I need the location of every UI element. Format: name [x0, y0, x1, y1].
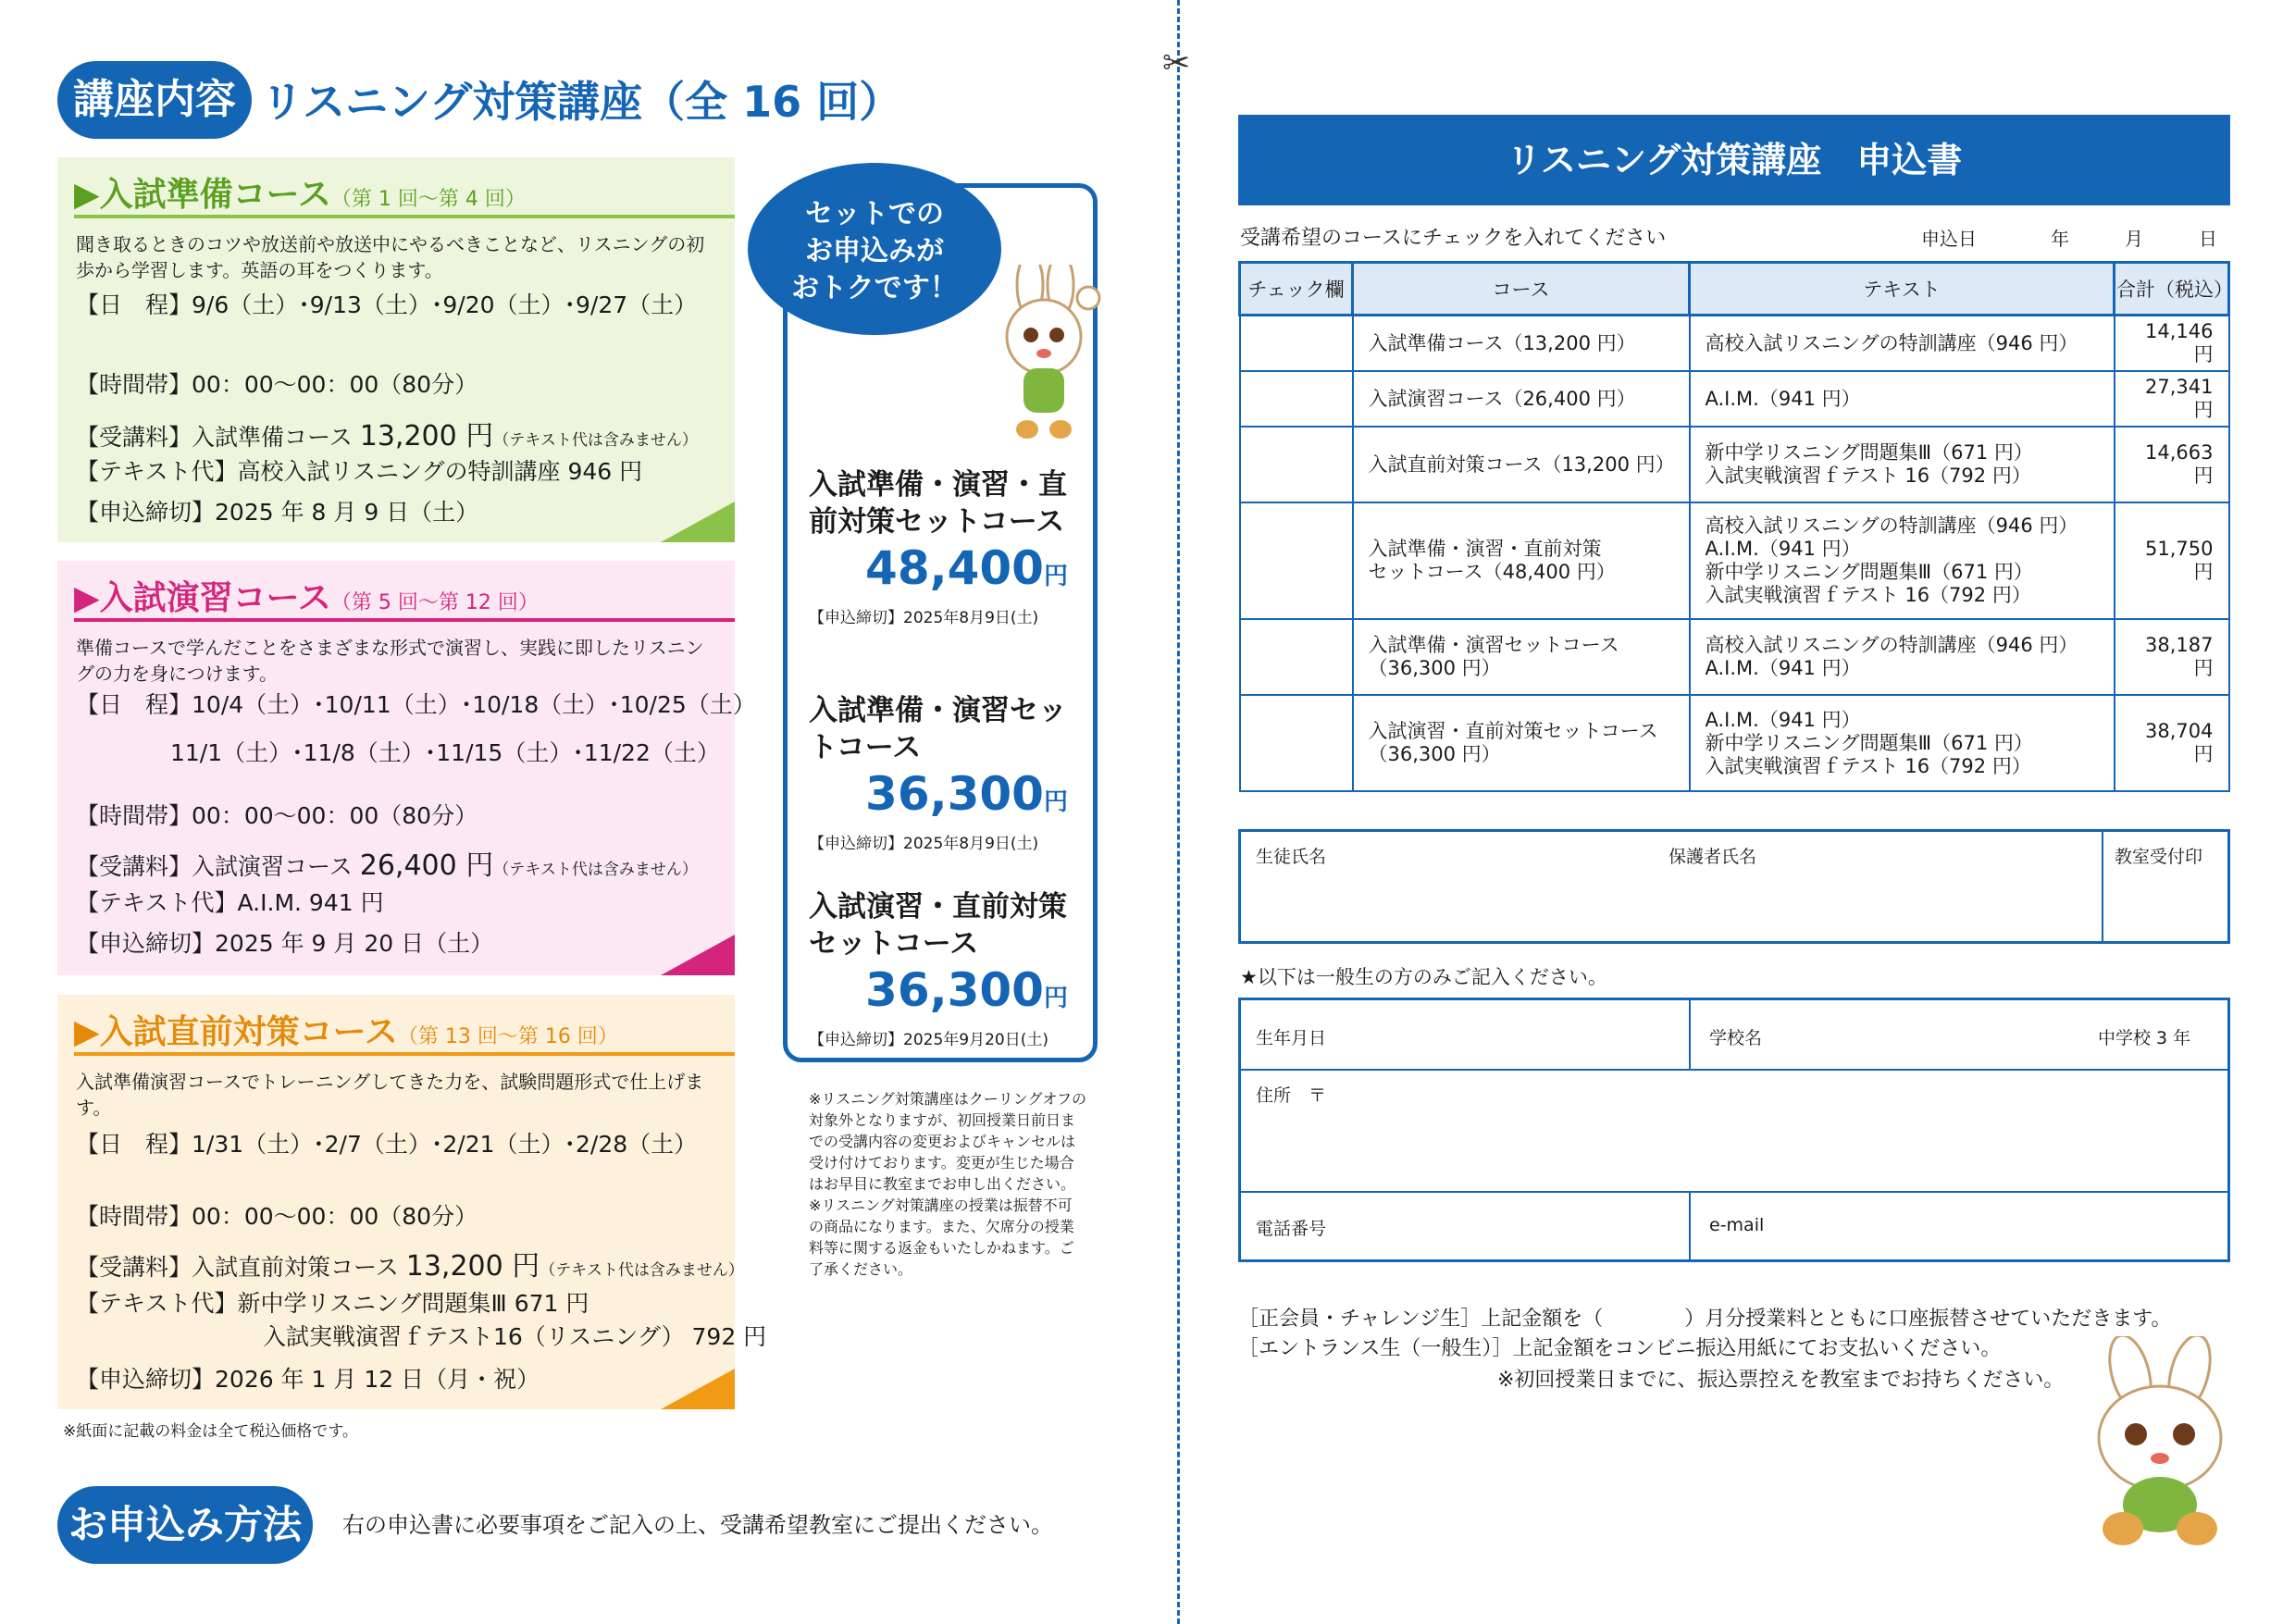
- form-instruction: 受講希望のコースにチェックを入れてください: [1240, 227, 1667, 250]
- set-deadline: 【申込締切】2025年8月9日(土): [809, 609, 1039, 627]
- name-box: [1238, 829, 2230, 944]
- col-total: 合計（税込）: [2115, 263, 2229, 316]
- section-badge: 講座内容: [57, 61, 252, 139]
- table-row: 入試演習・直前対策セットコース （36,300 円） A.I.M.（941 円） 新中学リスニング問題集Ⅲ（671 円） 入試実戦演習ｆテスト 16（792 円） 38,704 円: [1240, 695, 2229, 791]
- set-name: 入試準備・演習セットコース: [809, 694, 1067, 764]
- corner-triangle: [661, 502, 735, 542]
- phone-field[interactable]: 電話番号: [1256, 1219, 1327, 1239]
- course-description: 準備コースで学んだことをさまざまな形式で演習し、実践に即したリスニングの力を身につけます。: [76, 637, 704, 685]
- corner-triangle: [661, 1369, 735, 1409]
- payment-note: ※初回授業日までに、振込票控えを教室までお持ちください。: [1497, 1369, 2065, 1392]
- payment-entrance: ［エントランス生（一般生）］上記金額をコンビニ振込用紙にてお支払いください。: [1238, 1337, 2002, 1360]
- set-price: 36,300円: [865, 767, 1068, 821]
- stamp-field[interactable]: 教室受付印: [2115, 847, 2203, 867]
- general-note: ★以下は一般生の方のみご記入ください。: [1240, 966, 1607, 988]
- check-cell[interactable]: [1240, 619, 1353, 695]
- col-check: チェック欄: [1240, 263, 1353, 316]
- fee-row: 【受講料】入試準備コース 13,200 円（テキスト代は含みません）: [76, 420, 698, 452]
- apply-instructions: 右の申込書に必要事項をご記入の上、受講希望教室にご提出ください。: [342, 1512, 1053, 1538]
- table-row: 入試準備コース（13,200 円） 高校入試リスニングの特訓講座（946 円） 14,146 円: [1240, 316, 2229, 372]
- check-cell[interactable]: [1240, 427, 1353, 502]
- table-row: 入試演習コース（26,400 円） A.I.M.（941 円） 27,341 円: [1240, 371, 2229, 427]
- set-name: 入試演習・直前対策セットコース: [809, 890, 1067, 961]
- text-row: 【テキスト代】新中学リスニング問題集Ⅲ 671 円: [76, 1290, 589, 1317]
- course-table: [1238, 261, 2233, 792]
- deadline-row: 【申込締切】2025 年 9 月 20 日（土）: [76, 930, 494, 957]
- corner-triangle: [661, 935, 735, 975]
- address-field[interactable]: 住所 〒: [1256, 1085, 1327, 1106]
- cut-line: [1177, 0, 1180, 1624]
- check-cell[interactable]: [1240, 316, 1353, 372]
- general-student-box: [1238, 998, 2230, 1262]
- text-row-2: 入試実戦演習ｆテスト16（リスニング） 792 円: [263, 1323, 767, 1350]
- time-row: 【時間帯】00：00〜00：00（80分）: [76, 371, 478, 398]
- set-name: 入試準備・演習・直前対策セットコース: [809, 468, 1067, 539]
- set-price: 48,400円: [865, 541, 1068, 595]
- course-description: 入試準備演習コースでトレーニングしてきた力を、試験問題形式で仕上げます。: [76, 1071, 704, 1119]
- set-note: ※リスニング対策講座はクーリングオフの対象外となりますが、初回授業日前日までの受講内容の変更およびキャンセルは受け付けております。変更が生じた場合はお早目に教室までお申し出ください。※リスニング対策講座の授業は振替不可の商品になります。また、欠席分の授業料等に関する返金もいたしかねます。ご了承ください。: [809, 1090, 1086, 1278]
- check-cell[interactable]: [1240, 502, 1353, 619]
- course-description: 聞き取るときのコツや放送前や放送中にやるべきことなど、リスニングの初歩から学習します。英語の耳をつくります。: [76, 233, 705, 281]
- fee-row: 【受講料】入試演習コース 26,400 円（テキスト代は含みません）: [76, 849, 698, 882]
- price-note: ※紙面に記載の料金は全て税込価格です。: [63, 1422, 358, 1441]
- course-card-prep: [57, 157, 735, 542]
- course-title: ▶入試演習コース（第 5 回〜第 12 回）: [74, 579, 539, 617]
- deadline-row: 【申込締切】2025 年 8 月 9 日（土）: [76, 499, 479, 526]
- schedule-row: 【日 程】10/4（土）･10/11（土）･10/18（土）･10/25（土）: [76, 691, 756, 718]
- course-card-practice: [57, 561, 756, 975]
- col-course: コース: [1353, 263, 1690, 316]
- course-title: ▶入試直前対策コース（第 13 回〜第 16 回）: [74, 1013, 618, 1051]
- birth-field[interactable]: 生年月日: [1256, 1028, 1327, 1048]
- table-row: 入試準備・演習・直前対策 セットコース（48,400 円） 高校入試リスニングの特訓講座（946 円） A.I.M.（941 円） 新中学リスニング問題集Ⅲ（671 円） 入試実戦演習ｆテスト 16（792 円） 51,750 円: [1240, 502, 2229, 619]
- schedule-row-2: 11/1（土）･11/8（土）･11/15（土）･11/22（土）: [170, 739, 720, 766]
- text-row: 【テキスト代】高校入試リスニングの特訓講座 946 円: [76, 458, 643, 485]
- check-cell[interactable]: [1240, 371, 1353, 427]
- school-field[interactable]: 学校名: [1709, 1028, 1763, 1048]
- scissors-icon: ✂: [1162, 44, 1191, 82]
- fee-row: 【受講料】入試直前対策コース 13,200 円（テキスト代は含みません）: [76, 1250, 744, 1283]
- set-item-prep-practice: [809, 692, 1086, 853]
- time-row: 【時間帯】00：00〜00：00（80分）: [76, 1203, 478, 1230]
- schedule-row: 【日 程】9/6（土）･9/13（土）･9/20（土）･9/27（土）: [76, 291, 698, 318]
- schedule-row: 【日 程】1/31（土）･2/7（土）･2/21（土）･2/28（土）: [76, 1131, 698, 1158]
- rabbit-mascot-icon: [988, 265, 1109, 450]
- set-deadline: 【申込締切】2025年8月9日(土): [809, 835, 1039, 853]
- deadline-row: 【申込締切】2026 年 1 月 12 日（月・祝）: [76, 1366, 540, 1393]
- table-row: 入試準備・演習セットコース （36,300 円） 高校入試リスニングの特訓講座（946 円） A.I.M.（941 円） 38,187 円: [1240, 619, 2229, 695]
- table-row: 入試直前対策コース（13,200 円） 新中学リスニング問題集Ⅲ（671 円） 入試実戦演習ｆテスト 16（792 円） 14,663 円: [1240, 427, 2229, 502]
- set-bubble: セットでの お申込みが おトクです！: [748, 163, 1001, 335]
- text-row: 【テキスト代】A.I.M. 941 円: [76, 889, 384, 916]
- course-card-final: [57, 995, 767, 1409]
- check-cell[interactable]: [1240, 695, 1353, 791]
- set-price: 36,300円: [865, 963, 1068, 1017]
- email-field[interactable]: e-mail: [1709, 1215, 1765, 1235]
- payment-info: [1238, 1305, 2171, 1364]
- form-title: リスニング対策講座 申込書: [1238, 115, 2230, 205]
- application-date: 申込日 年 月 日: [1921, 228, 2217, 250]
- set-item-practice-final: [809, 888, 1086, 1049]
- grade-label: 中学校 3 年: [2098, 1028, 2191, 1048]
- set-item-all: [809, 466, 1086, 627]
- sitting-rabbit-mascot-icon: [2077, 1336, 2243, 1549]
- table-header-row: [1240, 263, 2229, 316]
- student-name-field[interactable]: 生徒氏名: [1256, 847, 1327, 867]
- guardian-name-field[interactable]: 保護者氏名: [1669, 847, 1757, 867]
- apply-badge: お申込み方法: [57, 1486, 313, 1564]
- course-title: ▶入試準備コース（第 1 回〜第 4 回）: [74, 176, 526, 214]
- time-row: 【時間帯】00：00〜00：00（80分）: [76, 802, 478, 829]
- set-deadline: 【申込締切】2025年9月20日(土): [809, 1031, 1048, 1049]
- page-title: リスニング対策講座（全 16 回）: [261, 77, 902, 127]
- payment-member: ［正会員・チャレンジ生］上記金額を（ ）月分授業料とともに口座振替させていただきます。: [1238, 1308, 2172, 1331]
- col-text: テキスト: [1690, 263, 2115, 316]
